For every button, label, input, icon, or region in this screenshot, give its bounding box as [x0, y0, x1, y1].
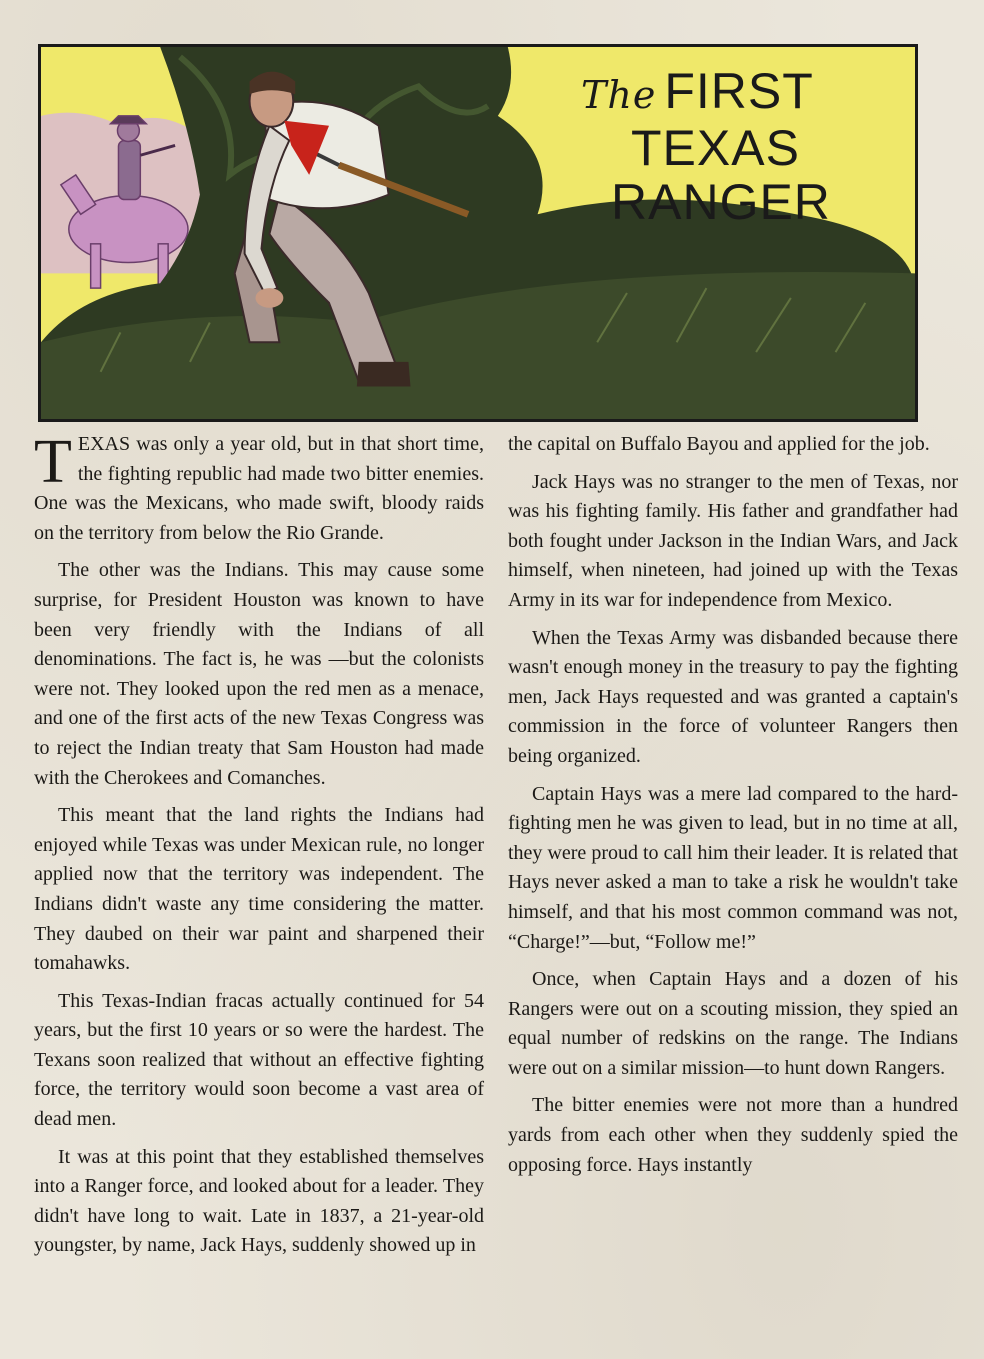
right-text-column	[508, 430, 958, 1188]
title-ranger: RANGER	[611, 174, 831, 230]
paragraph	[34, 430, 484, 548]
paragraph: It was at this point that they established themselves into a Ranger force, and looked about for a leader. They didn't have long to wait. Late in 1837, a 21-year-old youngster, by name, Jack Hays, suddenly showed up in	[34, 1145, 484, 1257]
title-first: FIRST	[664, 63, 814, 119]
title-the: The	[581, 73, 657, 117]
paragraph: The bitter enemies were not more than a hundred yards from each other when they suddenly spied the opposing force. Hays instantly	[508, 1094, 958, 1176]
paragraph: This meant that the land rights the Indians had enjoyed while Texas was under Mexican rule, no longer applied now that the territory was independent. The Indians didn't waste any time considering the matter. They daubed on their war paint and sharpened their tomahawks.	[34, 804, 484, 975]
paragraph: Once, when Captain Hays and a dozen of his Rangers were out on a scouting mission, they spied an equal number of redskins on the range. The Indians were out on a similar mission—to hunt down Rangers.	[508, 968, 958, 1079]
paragraph: When the Texas Army was disbanded because there wasn't enough money in the treasury to pay the fighting men, Jack Hays requested and was granted a captain's commission in the force of volunteer Rangers then being organized.	[508, 626, 958, 767]
paragraph: The other was the Indians. This may cause some surprise, for President Houston was known to have been very friendly with the Indians of all denominations. The fact is, he was —but the colonists were not. They looked upon the red men as a menace, and one of the first acts of the new Texas Congress was to reject the Indian treaty that Sam Houston had made with the Cherokees and Comanches.	[34, 559, 484, 789]
title-illustration-panel	[38, 44, 918, 422]
left-text-column	[34, 430, 484, 1269]
paragraph: This Texas-Indian fracas actually continued for 54 years, but the first 10 years or so were the hardest. The Texans soon realized that without an effective fighting force, the territory would soon become a vast area of dead men.	[34, 989, 484, 1131]
paragraph-text: EXAS was only a year old, but in that short time, the fighting republic had made two bitter enemies. One was the Mexicans, who made swift, bloody raids on the territory from below the Rio Grande.	[34, 433, 484, 544]
title-texas: TEXAS	[631, 120, 800, 176]
paragraph-continued: the capital on Buffalo Bayou and applied for the job.	[508, 433, 930, 455]
paragraph: Captain Hays was a mere lad compared to the hard-fighting men he was given to lead, but in no time at all, they were proud to call him their leader. It is related that Hays never asked a man to take a risk he wouldn't take himself, and that his most common command was not, “Charge!”—but, “Follow me!”	[508, 782, 958, 953]
drop-cap: T	[34, 428, 72, 496]
story-title	[581, 65, 911, 229]
paragraph: Jack Hays was no stranger to the men of Texas, nor was his fighting family. His father and grandfather had both fought under Jackson in the Indian Wars, and Jack himself, when nineteen, had joined up with the Texas Army in its war for independence from Mexico.	[508, 470, 958, 611]
